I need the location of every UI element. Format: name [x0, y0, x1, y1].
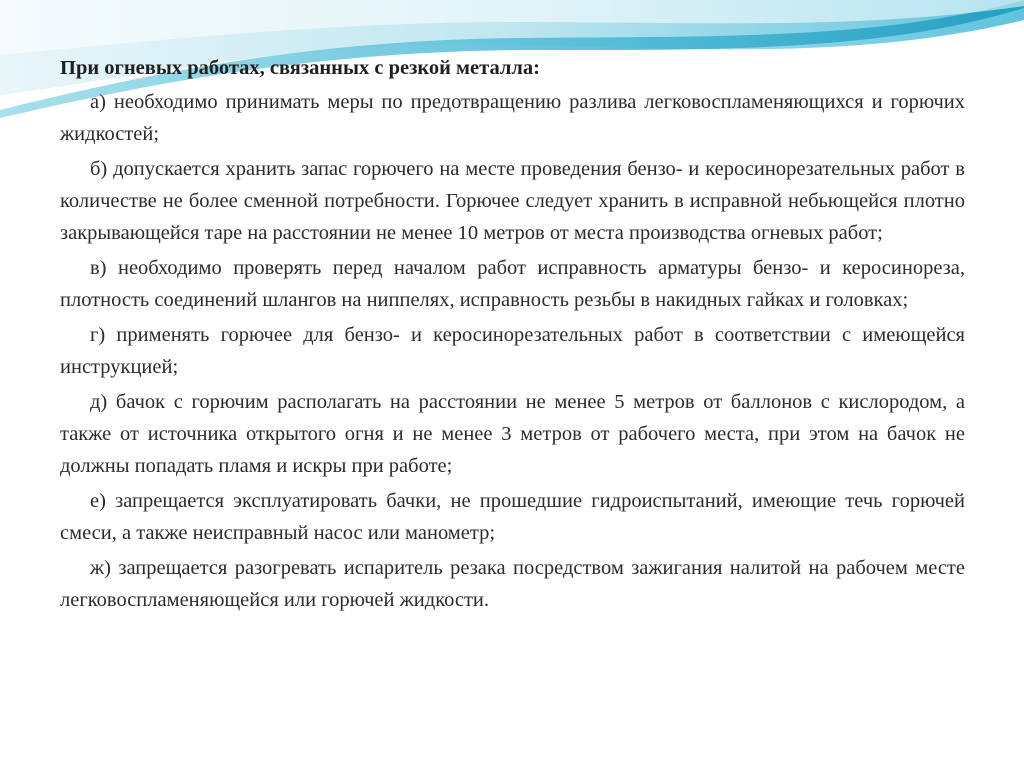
paragraph-e: е) запрещается эксплуатировать бачки, не прошедшие гидроиспытаний, имеющие течь горючей смеси, а также неисправный насос или манометр;	[60, 490, 965, 544]
slide-heading: При огневых работах, связанных с резкой металла:	[60, 57, 540, 79]
paragraph-zh: ж) запрещается разогревать испаритель резака посредством зажигания налитой на рабочем месте легковоспламеняющейся или горючей жидкости.	[60, 557, 965, 611]
paragraph-v: в) необходимо проверять перед началом работ исправность арматуры бензо- и керосинореза, плотность соединений шлангов на ниппелях, исправность резьбы в накидных гайках и головках;	[60, 257, 965, 311]
slide-content	[60, 52, 965, 619]
paragraph-a: а) необходимо принимать меры по предотвращению разлива легковоспламеняющихся и горючих жидкостей;	[60, 91, 965, 145]
paragraph-b: б) допускается хранить запас горючего на месте проведения бензо- и керосинорезательных работ в количестве не более сменной потребности. Горючее следует хранить в исправной небьющейся плотно закрывающейся таре на расстоянии не менее 10 метров от места производства огневых работ;	[60, 158, 965, 244]
paragraph-d: д) бачок с горючим располагать на расстоянии не менее 5 метров от баллонов с кислородом, а также от источника открытого огня и не менее 3 метров от рабочего места, при этом на бачок не должны попадать пламя и искры при работе;	[60, 391, 965, 477]
paragraph-g: г) применять горючее для бензо- и керосинорезательных работ в соответствии с имеющейся инструкцией;	[60, 324, 965, 378]
